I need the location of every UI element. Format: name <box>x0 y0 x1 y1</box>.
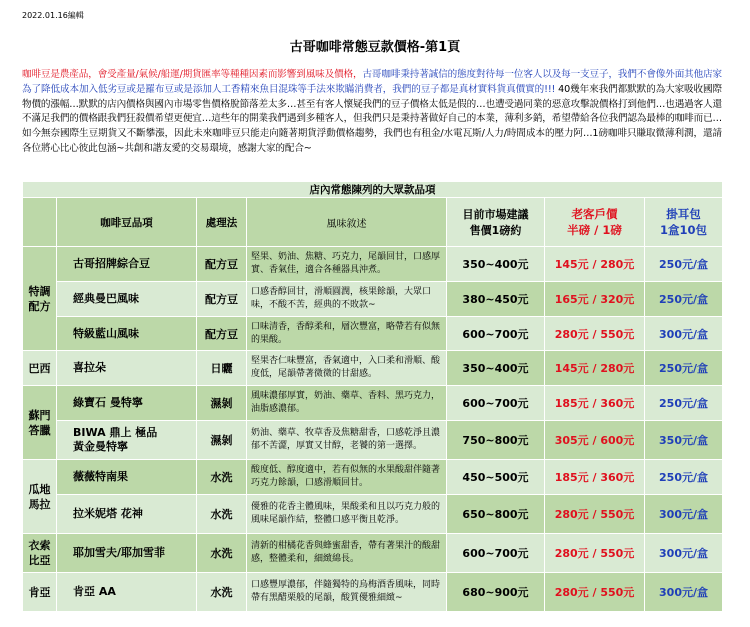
market-price: 350~400元 <box>447 247 545 282</box>
category-special-blend: 特調 配方 <box>23 247 57 351</box>
customer-price: 145元 / 280元 <box>545 247 645 282</box>
customer-price: 185元 / 360元 <box>545 460 645 495</box>
drip-bag-price: 300元/盒 <box>645 317 723 351</box>
bean-name: 薇薇特南果 <box>57 460 197 495</box>
process-method: 配方豆 <box>197 247 247 282</box>
process-method: 配方豆 <box>197 282 247 317</box>
flavor-description: 清新的柑橘花香與蜂蜜甜香，帶有著果汁的酸甜感，整體柔和，細緻綿長。 <box>247 534 447 573</box>
bean-name: 經典曼巴風味 <box>57 282 197 317</box>
process-method: 水洗 <box>197 573 247 612</box>
market-price: 450~500元 <box>447 460 545 495</box>
flavor-description: 口感香醇回甘，滑順圓潤，核果餘韻，大眾口味，不酸不苦，經典的不敗款~ <box>247 282 447 317</box>
category-guatemala: 瓜地 馬拉 <box>23 460 57 534</box>
header-market-line1: 目前市場建議 <box>462 208 529 221</box>
header-customer-line1: 老客戶價 <box>571 207 618 221</box>
flavor-description: 風味濃郁厚實，奶油、藥草、香料、黑巧克力，油脂感濃郁。 <box>247 386 447 421</box>
bean-name: 拉米妮塔 花神 <box>57 495 197 534</box>
page-title: 古哥咖啡常態豆款價格-第1頁 <box>289 40 461 55</box>
category-kenya: 肯亞 <box>23 573 57 612</box>
price-table <box>22 181 723 612</box>
category-brazil: 巴西 <box>23 351 57 386</box>
process-method: 水洗 <box>197 460 247 495</box>
process-method: 配方豆 <box>197 317 247 351</box>
market-price: 380~450元 <box>447 282 545 317</box>
bean-name: 肯亞 AA <box>57 573 197 612</box>
drip-bag-price: 300元/盒 <box>645 534 723 573</box>
edit-date: 2022.01.16編輯 <box>22 11 84 20</box>
flavor-description: 奶油、藥草、牧草香及焦糖甜香，口感乾淨且濃郁不苦澀，厚實又甘醇，老饕的第一選擇。 <box>247 421 447 460</box>
flavor-description: 口味清香，香醇柔和，層次豐富，略帶若有似無的果酸。 <box>247 317 447 351</box>
customer-price: 280元 / 550元 <box>545 495 645 534</box>
drip-bag-price: 250元/盒 <box>645 282 723 317</box>
drip-bag-price: 250元/盒 <box>645 460 723 495</box>
flavor-description: 堅果、奶油、焦糖、巧克力，尾韻回甘，口感厚實、香氣佳，適合各種器具沖煮。 <box>247 247 447 282</box>
header-drip-line1: 掛耳包 <box>666 207 701 221</box>
intro-blue-text: 古哥咖啡秉持著誠信的態度對待每一位客人以及每一支豆子，我們不會像外面其他店家為了降低成本加入低劣豆或是羅布豆或是添加人工香精來魚目混珠等手法來欺瞞消費者，我們的豆子都是真材實料貨真價實的!!! <box>22 69 722 95</box>
header-market <box>447 198 545 247</box>
drip-bag-price: 350元/盒 <box>645 421 723 460</box>
customer-price: 185元 / 360元 <box>545 386 645 421</box>
table-caption: 店內常態陳列的大眾款品項 <box>23 182 723 198</box>
header-name: 咖啡豆品項 <box>57 198 197 247</box>
process-method: 濕剝 <box>197 421 247 460</box>
bean-name: 耶加雪夫/耶加雪菲 <box>57 534 197 573</box>
header-drip <box>645 198 723 247</box>
header-customer-line2: 半磅 / 1磅 <box>567 223 622 237</box>
header-market-line2: 售價1磅約 <box>469 224 522 237</box>
customer-price: 280元 / 550元 <box>545 573 645 612</box>
drip-bag-price: 250元/盒 <box>645 247 723 282</box>
market-price: 650~800元 <box>447 495 545 534</box>
process-method: 日曬 <box>197 351 247 386</box>
market-price: 600~700元 <box>447 317 545 351</box>
customer-price: 305元 / 600元 <box>545 421 645 460</box>
process-method: 水洗 <box>197 534 247 573</box>
bean-name: 綠寶石 曼特寧 <box>57 386 197 421</box>
header-drip-line2: 1盒10包 <box>660 223 708 237</box>
bean-name: 古哥招牌綜合豆 <box>57 247 197 282</box>
header-customer <box>545 198 645 247</box>
flavor-description: 酸度低、醇度適中，若有似無的水果酸甜伴隨著巧克力餘韻，口感滑順回甘。 <box>247 460 447 495</box>
intro-paragraph <box>22 68 722 157</box>
customer-price: 145元 / 280元 <box>545 351 645 386</box>
market-price: 350~400元 <box>447 351 545 386</box>
drip-bag-price: 250元/盒 <box>645 386 723 421</box>
flavor-description: 優雅的花香主體風味，果酸柔和且以巧克力般的風味尾韻作結，整體口感平衡且乾淨。 <box>247 495 447 534</box>
drip-bag-price: 300元/盒 <box>645 573 723 612</box>
market-price: 600~700元 <box>447 386 545 421</box>
header-process: 處理法 <box>197 198 247 247</box>
bean-name: 特級藍山風味 <box>57 317 197 351</box>
customer-price: 280元 / 550元 <box>545 317 645 351</box>
market-price: 680~900元 <box>447 573 545 612</box>
customer-price: 280元 / 550元 <box>545 534 645 573</box>
header-flavor: 風味敘述 <box>247 198 447 247</box>
customer-price: 165元 / 320元 <box>545 282 645 317</box>
process-method: 濕剝 <box>197 386 247 421</box>
category-ethiopia: 衣索 比亞 <box>23 534 57 573</box>
bean-name: 喜拉朵 <box>57 351 197 386</box>
intro-red-text: 咖啡豆是農產品，會受產量/氣候/船運/期貨匯率等種種因素而影響到風味及價格， <box>22 69 363 80</box>
drip-bag-price: 300元/盒 <box>645 495 723 534</box>
market-price: 750~800元 <box>447 421 545 460</box>
intro-black-text: 40幾年來我們都默默的為大家吸收國際物價的漲幅…默默的店內價格與國內市場零售價格脫節落差太多…甚至有客人懷疑我們的豆子價格太低是假的…也遭受過同業的惡意攻擊說價格打到他們…也遇過客人還不滿足我們的價格跟我們狂殺價希望更便宜…這些年的開業我們遇到多種客人，但我們只是秉持著做好自己的本業，薄利多銷，希望帶給各位我們認為最棒的咖啡而已…如今無奈國際生豆期貨又不斷攀漲，因此未來咖啡豆只能走向隨著期貨浮動價格趨勢，我們也有租金/水電瓦斯/人力/時間成本的壓力阿…1磅咖啡只賺取微薄利潤，還請各位將心比心彼此包涵~共創和諧友愛的交易環境，感謝大家的配合~ <box>22 83 722 154</box>
category-sumatra: 蘇門 答臘 <box>23 386 57 460</box>
market-price: 600~700元 <box>447 534 545 573</box>
flavor-description: 口感豐厚濃郁，伴隨獨特的烏梅酒香風味，同時帶有黑醋栗般的尾韻，酸質優雅細緻~ <box>247 573 447 612</box>
process-method: 水洗 <box>197 495 247 534</box>
drip-bag-price: 250元/盒 <box>645 351 723 386</box>
bean-name: BIWA 鼎上 極品 黃金曼特寧 <box>57 421 197 460</box>
flavor-description: 堅果杏仁味豐富，香氣適中，入口柔和滑順、酸度低，尾韻帶著微微的甘甜感。 <box>247 351 447 386</box>
header-category <box>23 198 57 247</box>
